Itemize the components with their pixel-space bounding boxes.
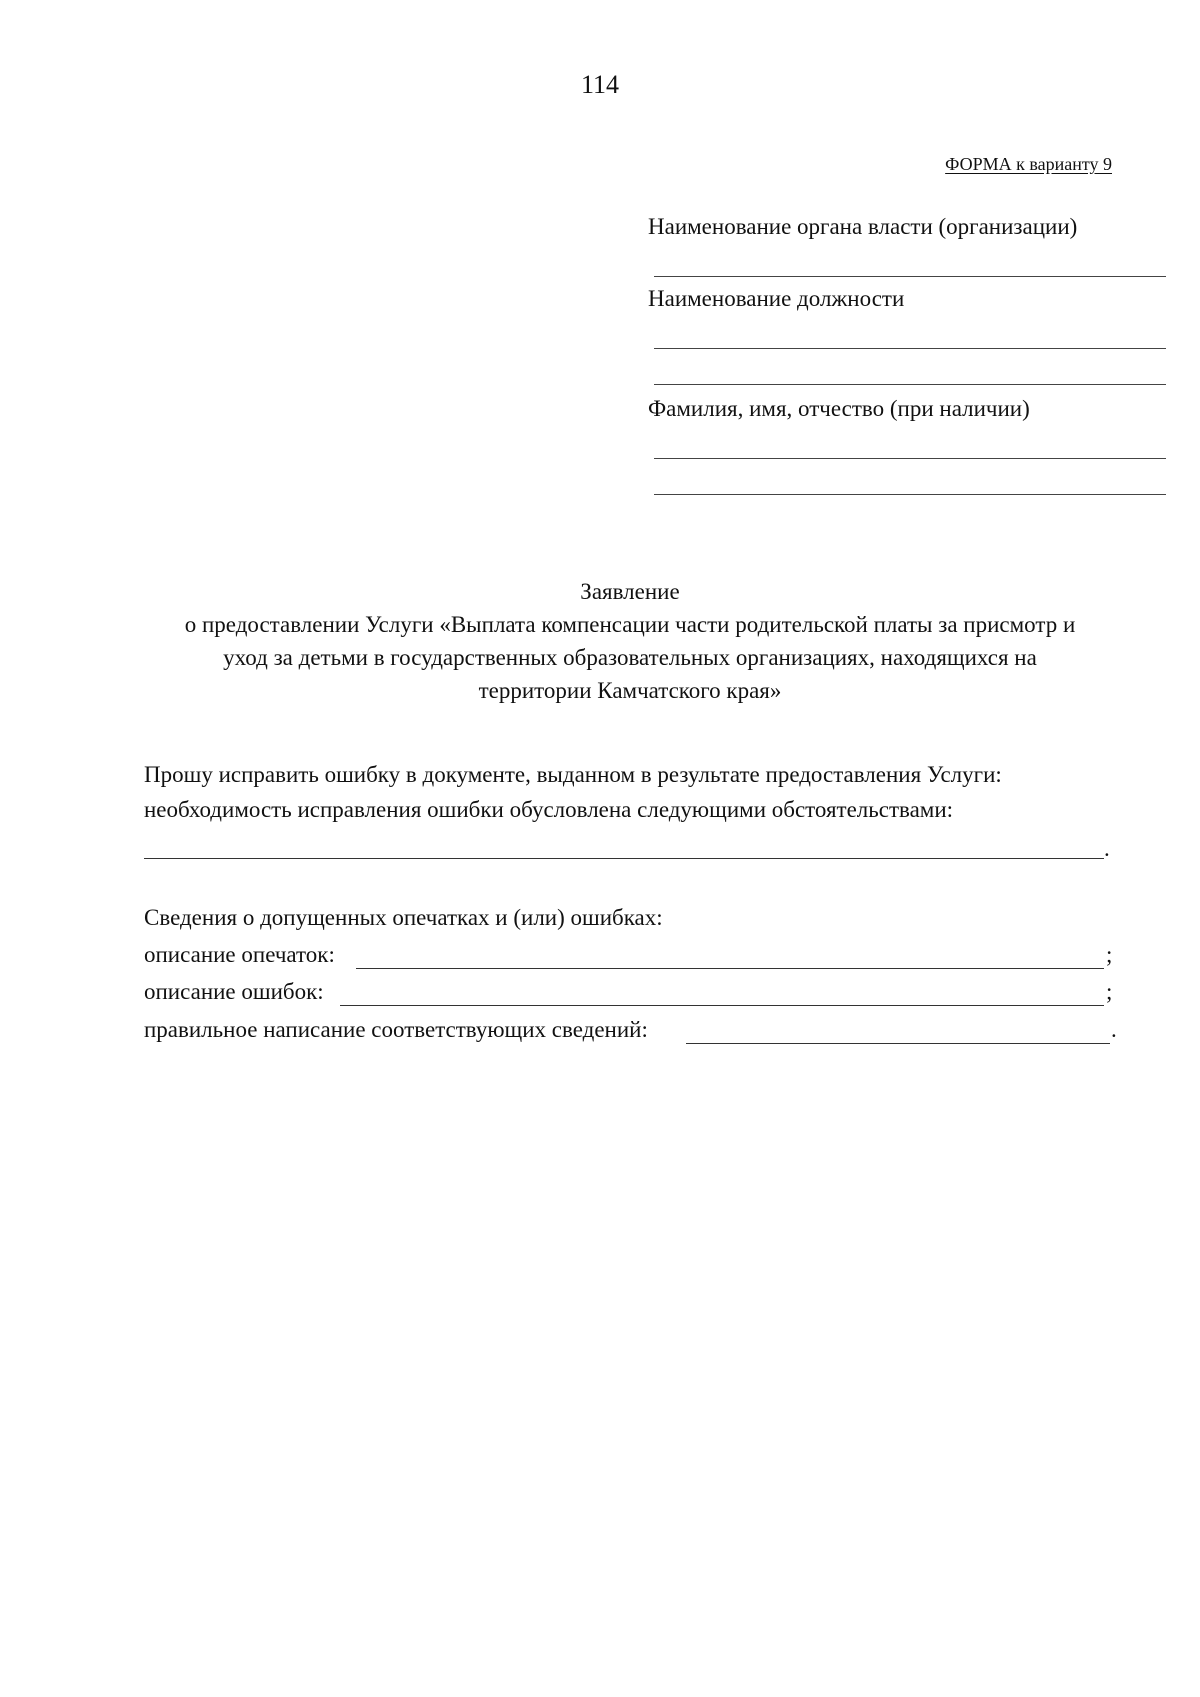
correct-spelling-label: правильное написание соответствующих сведений: <box>144 1017 648 1042</box>
request-line-2: необходимость исправления ошибки обусловлена следующими обстоятельствами: <box>144 797 954 822</box>
full-name-field-2[interactable] <box>654 494 1166 495</box>
circumstances-end: . <box>1104 836 1110 861</box>
correct-spelling-end: . <box>1111 1017 1117 1042</box>
typos-field[interactable] <box>356 968 1104 969</box>
page-number: 114 <box>580 70 620 99</box>
title-line-1: о предоставлении Услуги «Выплата компенсации части родительской платы за присмотр и <box>184 612 1076 637</box>
typos-end: ; <box>1106 942 1113 967</box>
mistakes-label: описание ошибок: <box>144 979 324 1004</box>
typos-label: описание опечаток: <box>144 942 335 967</box>
errors-heading: Сведения о допущенных опечатках и (или) ошибках: <box>144 905 663 930</box>
circumstances-field[interactable] <box>144 858 1104 859</box>
correct-spelling-field[interactable] <box>686 1043 1110 1044</box>
position-name-label: Наименование должности <box>648 286 905 311</box>
mistakes-field[interactable] <box>340 1005 1104 1006</box>
full-name-label: Фамилия, имя, отчество (при наличии) <box>648 396 1030 421</box>
document-title <box>140 575 1120 707</box>
full-name-field-1[interactable] <box>654 458 1166 459</box>
title-line-2: уход за детьми в государственных образовательных организациях, находящихся на <box>223 645 1037 670</box>
position-name-field-1[interactable] <box>654 348 1166 349</box>
position-name-field-2[interactable] <box>654 384 1166 385</box>
mistakes-end: ; <box>1106 979 1113 1004</box>
form-label: ФОРМА к варианту 9 <box>945 154 1112 174</box>
authority-name-field[interactable] <box>654 276 1166 277</box>
authority-name-label: Наименование органа власти (организации) <box>648 214 1078 239</box>
title-heading: Заявление <box>580 579 680 604</box>
title-line-3: территории Камчатского края» <box>478 678 782 703</box>
request-line-1: Прошу исправить ошибку в документе, выданном в результате предоставления Услуги: <box>144 762 1002 787</box>
